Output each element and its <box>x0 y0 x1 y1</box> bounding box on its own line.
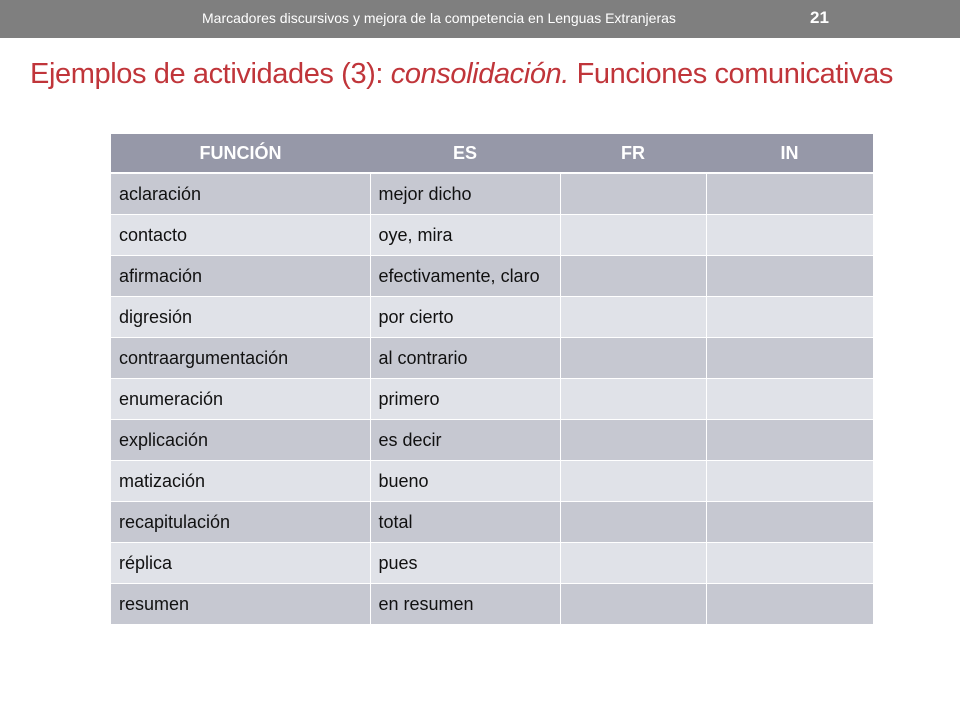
cell-fr <box>560 379 706 420</box>
table-row <box>111 173 873 215</box>
cell-es: al contrario <box>370 338 560 379</box>
table-row <box>111 338 873 379</box>
cell-funcion: recapitulación <box>111 502 370 543</box>
table-row <box>111 584 873 625</box>
cell-funcion: digresión <box>111 297 370 338</box>
cell-funcion: matización <box>111 461 370 502</box>
cell-es: mejor dicho <box>370 173 560 215</box>
table-row <box>111 420 873 461</box>
slide-title <box>30 58 893 91</box>
cell-fr <box>560 338 706 379</box>
cell-in <box>706 173 873 215</box>
cell-fr <box>560 173 706 215</box>
cell-in <box>706 338 873 379</box>
cell-es: oye, mira <box>370 215 560 256</box>
title-part-1: Ejemplos de actividades (3): <box>30 58 391 90</box>
table-row <box>111 461 873 502</box>
cell-in <box>706 420 873 461</box>
table-row <box>111 256 873 297</box>
cell-in <box>706 461 873 502</box>
cell-funcion: contraargumentación <box>111 338 370 379</box>
cell-fr <box>560 543 706 584</box>
cell-fr <box>560 420 706 461</box>
table-row <box>111 297 873 338</box>
table-row <box>111 502 873 543</box>
cell-es: bueno <box>370 461 560 502</box>
cell-fr <box>560 256 706 297</box>
cell-funcion: afirmación <box>111 256 370 297</box>
cell-fr <box>560 215 706 256</box>
cell-fr <box>560 461 706 502</box>
cell-es: efectivamente, claro <box>370 256 560 297</box>
cell-funcion: contacto <box>111 215 370 256</box>
cell-fr <box>560 584 706 625</box>
header-bar <box>0 0 960 38</box>
cell-in <box>706 584 873 625</box>
cell-funcion: explicación <box>111 420 370 461</box>
cell-funcion: enumeración <box>111 379 370 420</box>
cell-in <box>706 379 873 420</box>
cell-es: total <box>370 502 560 543</box>
cell-fr <box>560 502 706 543</box>
functions-table <box>111 134 873 625</box>
cell-funcion: réplica <box>111 543 370 584</box>
title-italic: consolidación. <box>390 58 569 90</box>
table-row <box>111 379 873 420</box>
cell-in <box>706 297 873 338</box>
cell-fr <box>560 297 706 338</box>
slide-number: 21 <box>810 8 829 27</box>
cell-in <box>706 543 873 584</box>
cell-in <box>706 256 873 297</box>
header-fr: FR <box>560 134 706 173</box>
cell-in <box>706 215 873 256</box>
table-row <box>111 543 873 584</box>
title-part-2: Funciones comunicativas <box>568 58 893 90</box>
table-row <box>111 215 873 256</box>
cell-es: primero <box>370 379 560 420</box>
cell-funcion: resumen <box>111 584 370 625</box>
header-funcion: FUNCIÓN <box>111 134 370 173</box>
cell-in <box>706 502 873 543</box>
cell-es: en resumen <box>370 584 560 625</box>
header-in: IN <box>706 134 873 173</box>
header-es: ES <box>370 134 560 173</box>
cell-es: es decir <box>370 420 560 461</box>
cell-es: pues <box>370 543 560 584</box>
table-header-row <box>111 134 873 173</box>
header-text: Marcadores discursivos y mejora de la competencia en Lenguas Extranjeras <box>202 10 676 26</box>
cell-funcion: aclaración <box>111 173 370 215</box>
cell-es: por cierto <box>370 297 560 338</box>
